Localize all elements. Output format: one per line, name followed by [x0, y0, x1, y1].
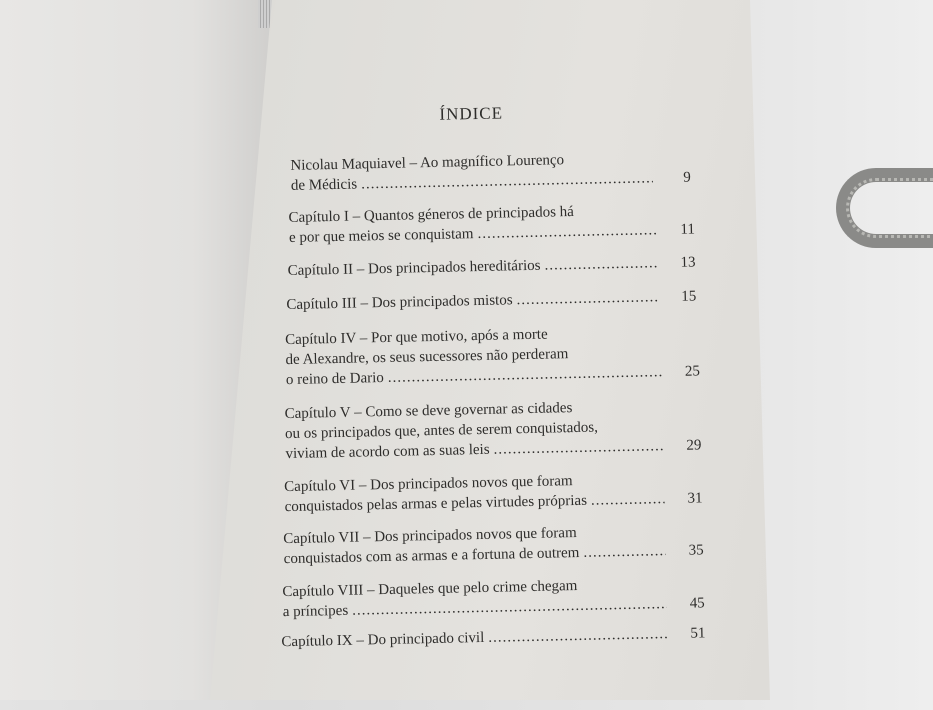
toc-entry — [284, 395, 701, 464]
toc-entry — [290, 148, 691, 196]
toc-entry-text: Capítulo I – Quantos géneros de principados há — [288, 203, 575, 226]
toc-entry — [287, 252, 695, 281]
toc-entry-text: Capítulo IX – Do principado civil — [281, 629, 485, 651]
toc-page-number: 51 — [690, 625, 706, 642]
toc-page-number: 45 — [689, 595, 705, 612]
toc-entry-text: Capítulo VI – Dos principados novos que foram — [284, 473, 573, 496]
toc-entry-text: conquistados com as armas e a fortuna de outrem — [283, 544, 580, 568]
toc-entry-text: de Médicis — [290, 176, 358, 194]
leader-dots — [516, 287, 658, 310]
leader-dots — [544, 253, 658, 275]
toc-page-number: 15 — [681, 288, 697, 305]
toc-entry — [288, 199, 695, 247]
toc-entry — [284, 468, 703, 517]
toc-entry-text: e por que meios se conquistam — [288, 226, 474, 246]
toc-page-number: 29 — [686, 437, 702, 454]
toc-entry — [285, 321, 700, 390]
toc-page-number: 25 — [684, 363, 701, 380]
toc-entry — [282, 573, 705, 622]
toc-entry-text: Capítulo V – Como se deve governar as cidades — [284, 400, 573, 423]
toc-entry-text: ou os principados que, antes de serem conquistados, — [284, 419, 599, 443]
toc-entry-text: Nicolau Maquiavel – Ao magnífico Lourenço — [290, 152, 565, 174]
leader-dots — [493, 436, 663, 460]
toc-entry-text: Capítulo III – Dos principados mistos — [286, 292, 513, 314]
toc-page-number: 11 — [680, 221, 696, 238]
toc-entry-text: conquistados pelas armas e pelas virtudes próprias — [284, 492, 588, 516]
toc-entry — [286, 286, 696, 315]
leader-dots — [591, 489, 665, 511]
toc-entry-text: Capítulo VII – Dos principados novos que foram — [283, 525, 577, 548]
toc-page-number: 31 — [687, 490, 703, 507]
toc-entry-text: viviam de acordo com as suas leis — [285, 441, 490, 463]
toc-entry-text: de Alexandre, os seus sucessores não perderam — [285, 346, 569, 369]
toc-page-number: 13 — [680, 254, 696, 271]
toc-title: ÍNDICE — [439, 103, 504, 124]
toc-page-number: 9 — [683, 169, 691, 186]
toc-entry-text: Capítulo IV – Por que motivo, após a morte — [284, 326, 548, 349]
toc-entry — [281, 623, 705, 652]
toc-entry-text: Capítulo II – Dos principados hereditários — [287, 257, 541, 280]
toc-entry-text: Capítulo VIII – Daqueles que pelo crime chegam — [282, 578, 578, 601]
toc-page-number: 35 — [688, 542, 704, 559]
leader-dots — [477, 220, 657, 244]
toc-entry-text: o reino de Dario — [285, 370, 384, 389]
toc-entry-text: a príncipes — [282, 602, 349, 621]
toc-entry — [283, 520, 704, 569]
leader-dots — [488, 624, 667, 648]
leader-dots — [583, 541, 666, 563]
